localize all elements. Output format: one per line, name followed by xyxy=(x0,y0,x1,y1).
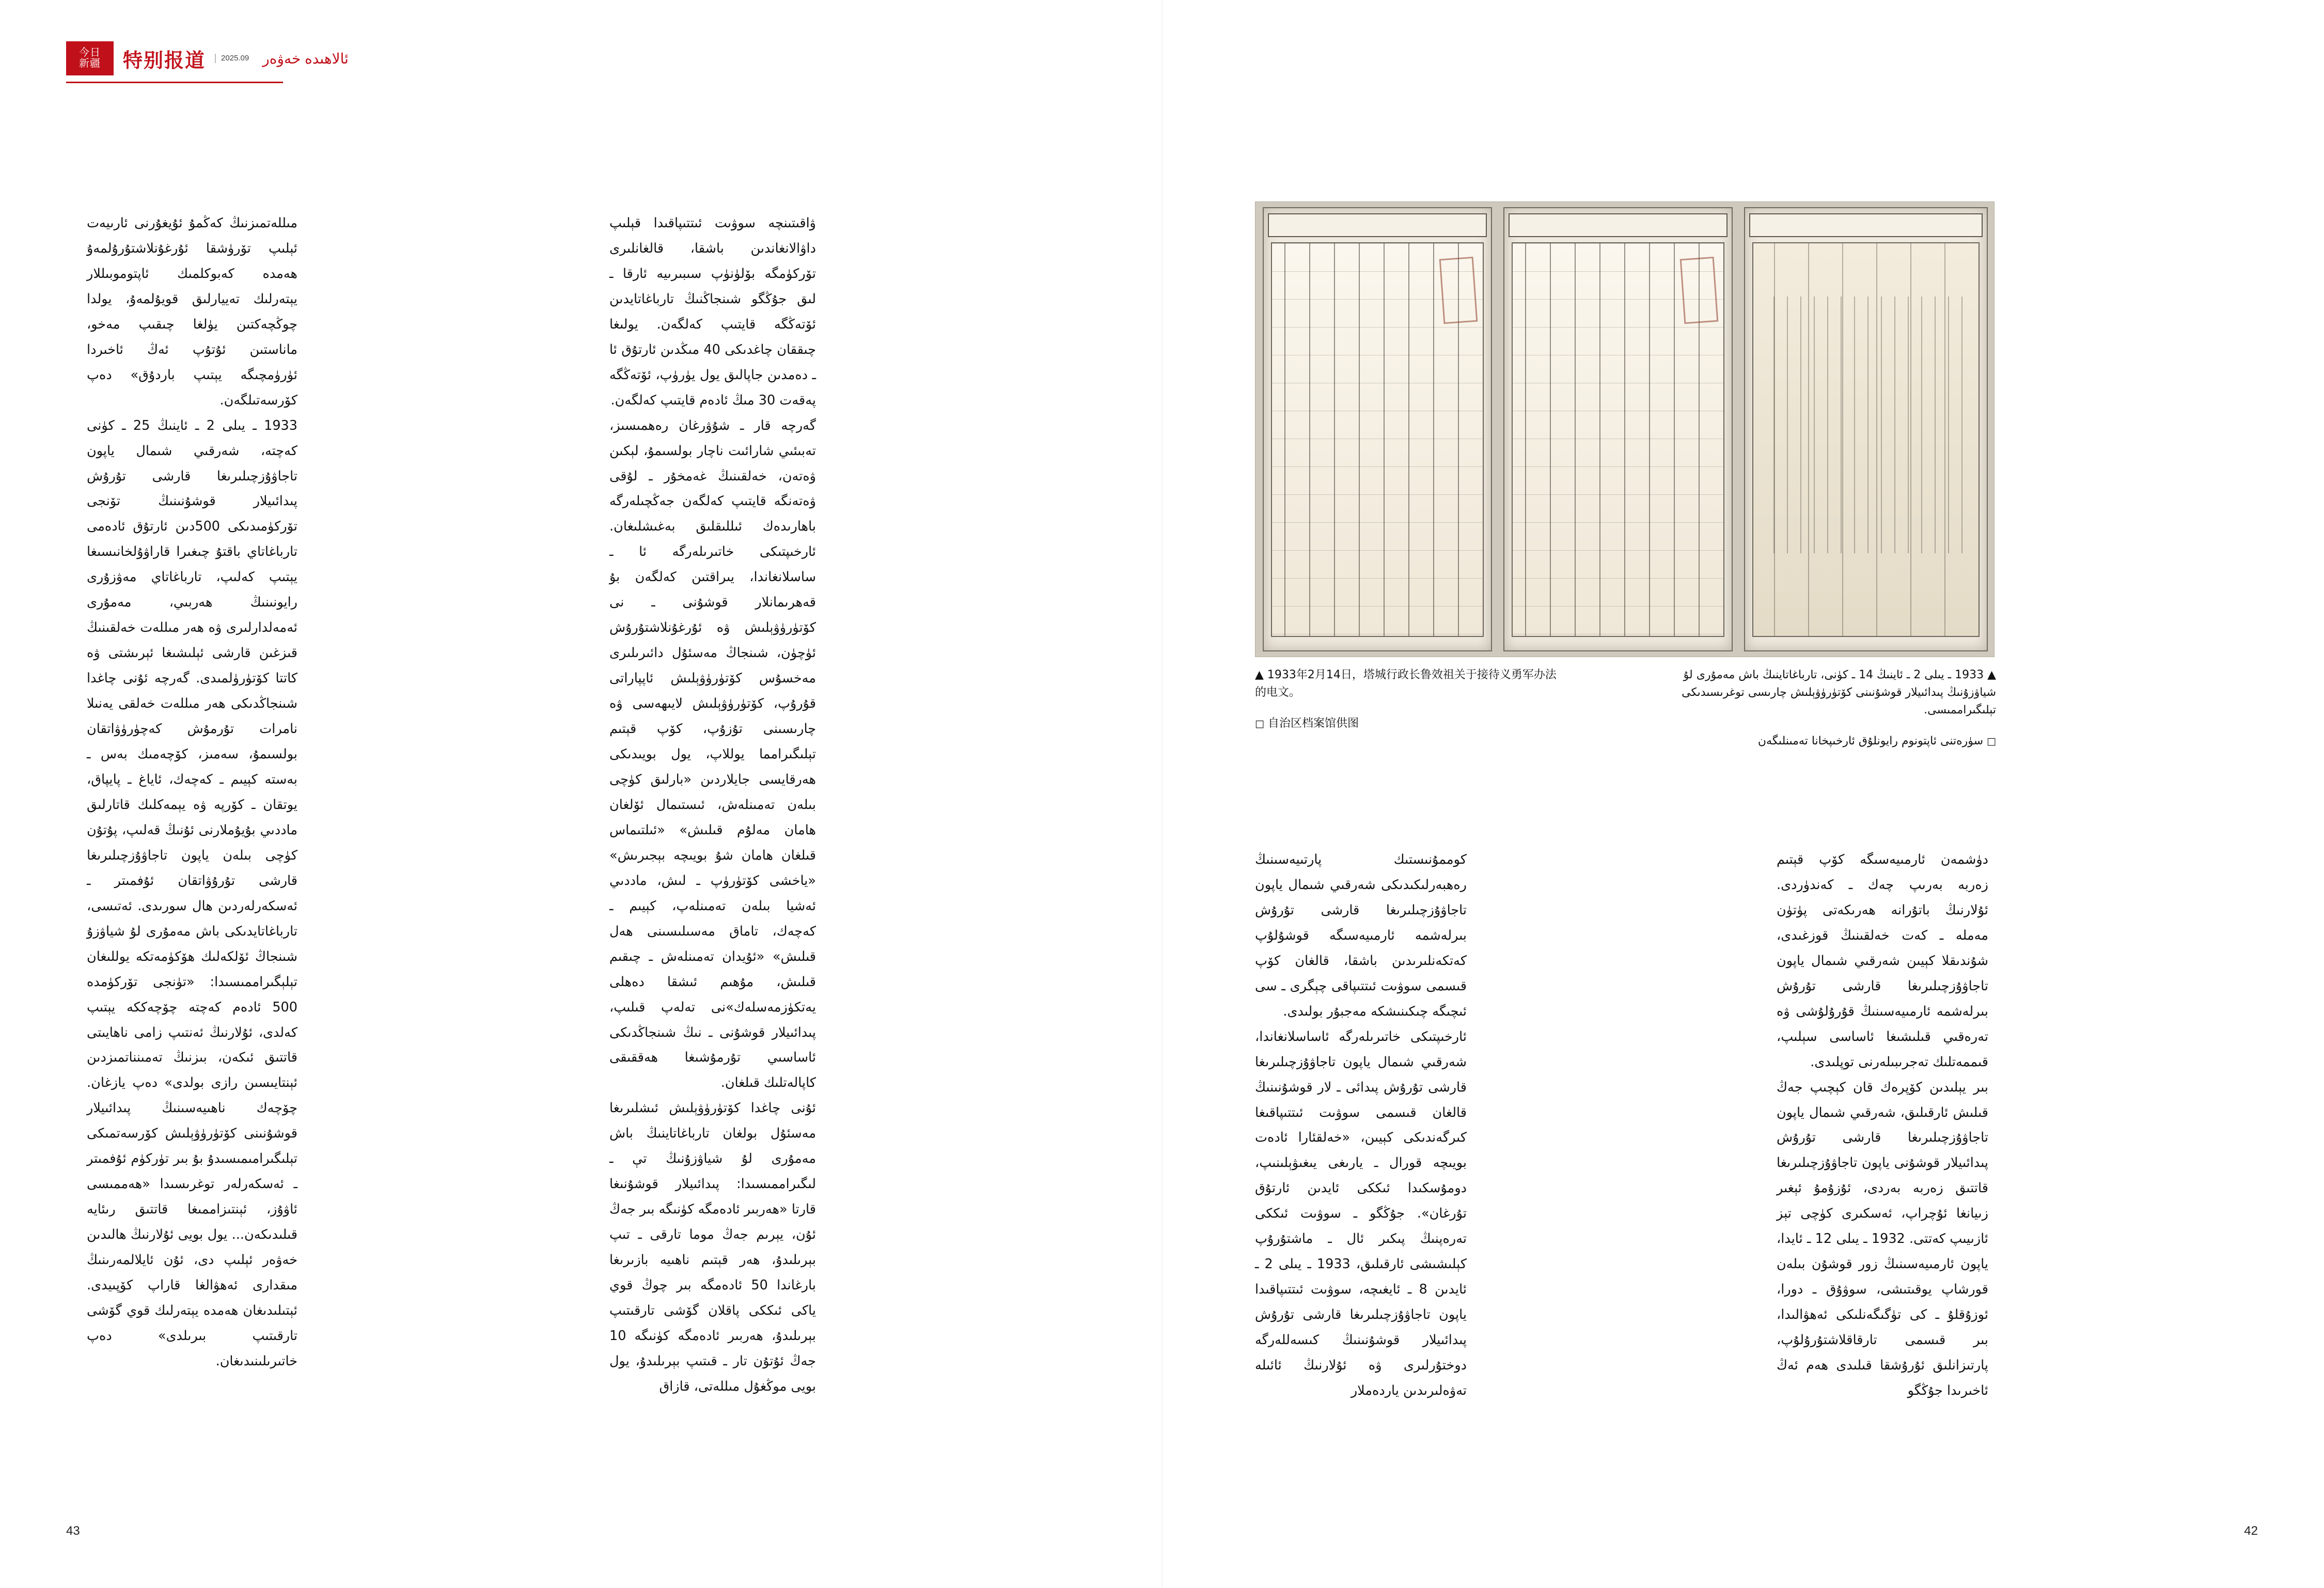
telegram-sheet-2 xyxy=(1503,207,1733,651)
photo-credit-uy xyxy=(1640,733,1996,750)
paragraph: 1933 ـ يىلى 2 ـ ئاينىڭ 25 ـ كۈنى كەچتە، شەرقىي شىمال ياپون تاجاۋۇزچىلىرىغا قارشى تۇرۇش پىدائىيلار قوشۇنىنىڭ تۆنجى تۆركۈمىدىكى 500دىن ئارتۇق ئادەمى تارباغاتاي باقتۇ چىغىرا قاراۋۇلخانىسىغا يېتىپ كەلىپ، تارباغاتاي مەۋزۇرى رايونىنىڭ ھەربىي، مەمۇرى ئەمەلدارلىرى ۋە ھەر مىللەت خەلقىنىڭ قىزغىن قارشى ئېلىشىغا ئېرىشتى ۋە كاتتا كۆتۈرۈلمىدى. گەرچە ئۇنى چاغدا شىنجاڭدىكى ھەر مىللەت خەلقى يەنىلا نامرات تۇرمۇش كەچۈرۈۋاتقان بولسىمۇ، سەمىز، كۆچەمىك بەس ـ بەستە كېيىم ـ كەچەك، ئاياغ ـ پايپاق، يوتقان ـ كۆرپە ۋە يېمەكلىك قاتارلىق ماددىي بۇيۇملارنى ئۇنىڭ قەلىپ، پۇتۇن كۈچى بىلەن ياپون تاجاۋۇزچىلىرىغا قارشى تۇرۇۋاتقان ئۇفمىتر ـ ئەسكەرلەردىن ھال سورىدى. ئەتىسى، تارباغاتايدىكى باش مەمۇرى لۇ شياۋزۇ شىنجاڭ ئۆلكەلىك ھۆكۈمەتكە يوللىغان تېلېگىراممىسىدا: «تۈنجى تۆركۈمدە 500 ئادەم كەچتە چۆچەككە يېتىپ كەلدى، ئۇلارنىڭ ئەنتىپ زامى ناھايىتى قاتتىق ئىكەن، بىزنىڭ تەمىنناتمىزدىن ئېنتايىسىن رازى بولدى» دەپ يازغان. چۆچەك ناھىيەسىنىڭ پىدائىيلار قوشۇنىنى كۆتۈرۈۋېلىش كۆرسەتمىكى تېلىگىرامىمىسىدۇ بۇ بىر تۈركۈم ئۇفمىتر ـ ئەسكەرلەر توغرىسىدا «ھەممىسى ئاۋۇز، ئېنتىزاممىغا قاتتىق رىئايە قىلىدىكەن... يول بويى ئۇلارنىڭ ھالىدىن خەۋەر ئېلىپ دى، ئۇن ئايلالمەرىنىڭ مىقدارى ئەھۋالغا قاراپ كۆپىيدى. ئېتىلىدىغان ھەمدە يېتەرلىك قوي گۆشى تارقىتىپ بىرىلدى» دەپ خاتىرىلىنىدىغان. xyxy=(87,417,297,1369)
credit-text-uy: سۈرەتنى ئاپتونوم رايونلۇق ئارخىپخانا تەمىنلىگەن xyxy=(1757,735,1984,748)
masthead-rule xyxy=(66,82,283,83)
article-column-b xyxy=(609,211,816,1399)
caption-text-cn: 1933年2月14日，塔城行政长鲁效祖关于接待义勇军办法的电文。 xyxy=(1255,668,1557,699)
page-number-right: 42 xyxy=(2244,1524,2258,1538)
paragraph: ئۇنى چاغدا كۆتۈرۈۋېلىش ئىشلىرىغا مەسئۇل بولغان تارباغاتاينىڭ باش مەمۇرى لۇ شياۋزۇنىڭ تې ـ لىگىراممىسىدا: پىدائىيلار قوشۇنىغا قارتا «ھەربىر ئادەمگە كۈنىگە بىر جەڭ ئۇن، يېرىم جەڭ موما تارقى ـ تىپ بېرىلىدۇ، ھەر قېتىم ناھىيە بازىرىغا بارغاندا 50 ئادەمگە بىر چوڭ قوي ياكى ئىككى پاقلان گۆشى تارقىتىپ بېرىلىدۇ، ھەربىر ئادەمگە كۈنىگە 10 جەڭ ئۇتۇن تار ـ قىتىپ بېرىلىدۇ، يول بويى موڭغۇل مىللەتى، قازاق xyxy=(609,1100,816,1394)
photo-caption-chinese xyxy=(1255,666,1565,733)
sheet-header-band xyxy=(1509,213,1728,237)
telegram-sheet-3 xyxy=(1744,207,1988,651)
paragraph: كوممۇنىستىك پارتىيەسىنىڭ رەھبەرلىكىدىكى شەرقىي شىمال ياپون تاجاۋۇزچىلىرىغا قارشى تۇرۇش بىرلەشمە ئارمىيەسىگە قوشۇلۇپ كەتكەنلىرىدىن باشقا، قالغان كۆپ قىسمى سوۋىت ئىتتىپاقى چېگرى ـ سى ئىچىگە چىكىنىشكە مەجبۇر بولىدى. xyxy=(1255,852,1467,1019)
masthead xyxy=(66,41,349,75)
credit-text-cn: 自治区档案馆供图 xyxy=(1267,717,1359,730)
article-column-d xyxy=(1777,847,1988,1404)
section-title-uy: ئالاھىدە خەۋەر xyxy=(262,50,349,67)
triangle-bullet-icon: ▲ xyxy=(1987,668,1996,681)
square-bullet-icon: □ xyxy=(1987,736,1996,748)
paragraph: ئارخىپتىكى خاتىرىلەرگە ئاساسلانغاندا، شەرقىي شىمال ياپون تاجاۋۇزچىلىرىغا قارشى تۇرۇش پىدائى ـ لار قوشۇنىنىڭ قالغان قىسمى سوۋىت ئىتتىپاقىغا كىرگەندىكى كېيىن، «خەلقئارا ئادەت بويىچە قورال ـ يارىغى يىغىۋېلىنىپ، دومۇسكىدا ئىككى ئايدىن ئارتۇق تۇرغان». جۇڭگو ـ سوۋىت ئىككى تەرەپنىڭ پىكىر ئال ـ ماشتۇرۇپ كېلىشىشى ئارقىلىق، 1933 ـ يىلى 2 ـ ئايدىن 8 ـ ئايغىچە، سوۋىت ئىتتىپاقىدا ياپون تاجاۋۇزچىلىرىغا قارشى تۇرۇش پىدائىيلار قوشۇنىنىڭ كىسەللەرگە دوختۇرلىرى ۋە ئۇلارنىڭ ئائىلە تەۋەلىرىدىن ياردەملار xyxy=(1255,1029,1467,1399)
paragraph: مىللەتمىزنىڭ كەڭمۇ ئۇيغۇرنى ئارىيەت ئېلىپ تۆرۈشقا ئۇرغۇنلاشتۇرۇلمەۇ ھەمدە كەبوكلمىك ئاپتوموبىللار يېتەرلىك تەييارلىق قويۇلمەۇ، يولدا چوڭچەكتىن يۈلغا چىقىپ مەخو، ماناستىن ئۇتۇپ ئەڭ ئاخىردا ئۈرۈمچىگە يېتىپ باردۇق» دەپ كۆرسەتىلگەن. xyxy=(87,215,297,408)
caption-text-uy: 1933 ـ يىلى 2 ـ ئاينىڭ 14 ـ كۈنى، تارباغاتاينىڭ باش مەمۇرى لۇ شياۋزۇنىڭ پىدائىيلار قوشۇنىنى كۆتۈرۈۋېلىش چارىسى توغرىسىدىكى تېلىگىراممىسى. xyxy=(1682,668,1996,717)
red-stamp-mark xyxy=(1439,257,1478,324)
paragraph: دۈشمەن ئارمىيەسىگە كۆپ قېتىم زەربە بەرىپ چەك ـ كەندۈردى. ئۇلارنىڭ باتۇرانە ھەرىكەتى پۈتۈن مەملە ـ كەت خەلقىنىڭ قوزغىدى، شۇندىقلا كېيىن شەرقىي شىمال ياپون تاجاۋۇزچىلىرىغا قارشى تۇرۇش بىرلەشمە ئارمىيەسىنىڭ قۇرۇلۇشى ۋە تەرەقىي قىلىشىغا ئاساسى سېلىپ، قىممەتلىك تەجرىبىلەرنى توپلىدى. xyxy=(1777,852,1988,1070)
square-bullet-icon: □ xyxy=(1255,718,1264,730)
red-stamp-mark xyxy=(1680,257,1719,324)
sheet-header-band xyxy=(1749,213,1983,237)
triangle-bullet-icon: ▲ xyxy=(1255,668,1264,681)
logo-line-1: 今日 xyxy=(79,47,101,58)
photo-credit-cn xyxy=(1255,715,1565,733)
handwriting-marks xyxy=(1769,297,1962,553)
magazine-logo xyxy=(66,41,114,75)
sheet-header-band xyxy=(1268,213,1487,237)
paragraph: بىر يېلىدىن كۆپرەك قان كېچىپ جەڭ قىلىش ئارقىلىق، شەرقىي شىمال ياپون تاجاۋۇزچىلىرىغا قارشى تۇرۇش پىدائىيلار قوشۇنى ياپون تاجاۋۇزچىلىرىغا قاتتىق زەربە بەردى، ئۇزۇمۇ ئېغىر زىيانغا ئۇچراپ، ئەسكىرى كۈچى تېز ئازىيىپ كەتتى. 1932 ـ يىلى 12 ـ ئايدا، ياپون ئارمىيەسىنىڭ زور قوشۇن بىلەن قورشاپ يوقىتىشى، سوۋۇق ـ دورا، ئوزۇقلۇ ـ كى تۈگىگەنلىكى ئەھۋالىدا، بىر قىسمى تارقاقلاشتۇرۇلۇپ، پارتىزانلىق ئۇرۇشقا قىلىدى ھەم ئەڭ ئاخىرىدا جۇڭگو xyxy=(1777,1079,1988,1399)
section-title-cn: 特别报道 xyxy=(123,50,206,72)
paragraph: گەرچە قار ـ شۇۋرغان رەھمىسىز، تەبىئىي شارائىت ناچار بولسىمۇ، لېكىن ۋەتەن، خەلقىنىڭ غەمخۇر ـ لۇقى ۋەتەنگە قايتىپ كەلگەن جەڭچىلەرگە باھارىدەك ئىللىقلىق بەغىشلىغان. ئارخىپتىكى خاتىرىلەرگە ئا ـ ساسلانغاندا، يىراقتىن كەلگەن بۇ قەھرىمانلار قوشۇنى ـ نى كۆتۈرۈۋېلىش ۋە ئۇرغۇنلاشتۇرۇش ئۈچۈن، شىنجاڭ مەسئۇل دائىرىلىرى مەخسۇس كۆتۈرۈۋېلىش ئاپپاراتى قۇرۇپ، كۆتۈرۈۋېلىش لايىھەسى ۋە چارىسىنى تۇزۇپ، كۆپ قېتىم تېلىگىرامما يوللاپ، يول بويىدىكى ھەرقايسى جايلاردىن «بارلىق كۈچى بىلەن تەمىنلەش، ئىستىمال ئۆلغان ھامان مەلۇم قىلىش» «ئىلتىماس قىلغان ھامان شۇ بويىچە بېجىرىش» «ياخشى كۆتۈرۈپ ـ لىش، ماددىي ئەشيا بىلەن تەمىنلەپ، كېيىم ـ كەچەك، تاماق مەسىلىسىنى ھەل قىلىش» «ئۇيدان تەمىنلەش ـ چىقىم قىلىش، مۇھىم ئىشقا دەھلى يەتكۈزمەسلەك»نى تەلەپ قىلىپ، پىدائىيلار قوشۇنى ـ نىڭ شىنجاڭدىكى ئاساسىي تۇرمۇشىغا ھەققىقى كاپالەتلىك قىلغان. xyxy=(609,417,816,1091)
archive-telegram-photo xyxy=(1255,201,1995,657)
paragraph: ۋاقىتىنچە سوۋىت ئىتتىپاقىدا قېلىپ داۋالانغاندىن باشقا، قالغانلىرى تۆركۈمگە بۆلۈنۈپ سىبىرىيە ئارقا ـ لىق جۇڭگو شىنجاڭنىڭ تارباغاتايدىن ئۆتەڭگە قايتىپ كەلگەن. يولىغا چىققان چاغدىكى 40 مىڭدىن ئارتۇق ئا ـ دەمدىن جاپالىق يول يۈرۈپ، ئۆتەڭگە پەقەت 30 مىڭ ئادەم قايتىپ كەلگەن. xyxy=(609,215,816,408)
issue-date: 2025.09 xyxy=(215,54,249,64)
page-gutter xyxy=(1161,0,1163,1588)
article-column-a xyxy=(87,211,297,1374)
page-number-left: 43 xyxy=(66,1524,80,1538)
telegram-sheet-1 xyxy=(1263,207,1492,651)
photo-caption-uyghur xyxy=(1640,666,1996,750)
article-column-c xyxy=(1255,847,1467,1404)
logo-line-2: 新疆 xyxy=(79,58,101,69)
